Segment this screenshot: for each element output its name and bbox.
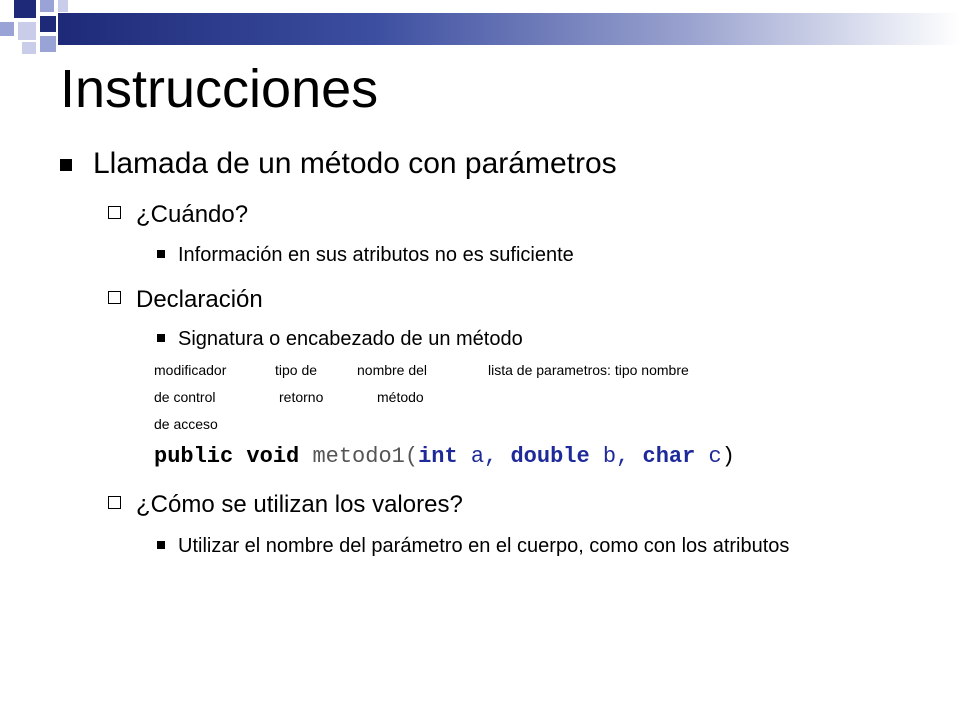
hollow-square-bullet-icon <box>108 206 121 219</box>
hollow-square-bullet-icon <box>108 496 121 509</box>
header-square-light-1 <box>58 0 68 12</box>
header-square-dark-1 <box>14 0 36 18</box>
hollow-square-bullet-icon <box>108 291 121 304</box>
label-tipo: tipo de <box>275 362 318 378</box>
small-square-bullet-icon <box>157 541 165 549</box>
header-square-dark-2 <box>40 16 56 32</box>
code-param-b: b, <box>589 444 630 469</box>
uso-item-text: Utilizar el nombre del parámetro en el cuerpo, como con los atributos <box>178 535 790 557</box>
subheading-declaracion-text: Declaración <box>136 286 263 313</box>
declaracion-item-text: Signatura o encabezado de un método <box>178 328 523 350</box>
header-square-mid-1 <box>40 0 54 12</box>
subheading-uso-text: ¿Cómo se utilizan los valores? <box>136 491 463 518</box>
code-public: public <box>154 444 234 469</box>
code-char: char <box>642 444 696 469</box>
header-gradient-bar <box>58 13 960 45</box>
square-bullet-icon <box>60 159 72 171</box>
main-bullet-text: Llamada de un método con parámetros <box>93 147 617 180</box>
code-close-paren: ) <box>721 444 735 469</box>
label-nombre: nombre del <box>357 362 428 378</box>
code-int: int <box>418 444 458 469</box>
header-square-mid-2 <box>0 22 14 36</box>
code-method-name: metodo1( <box>312 444 419 469</box>
label-nombre-2: método <box>377 389 424 405</box>
code-param-a: a, <box>457 444 498 469</box>
header-square-mid-3 <box>40 36 56 52</box>
header-square-light-2 <box>18 22 36 40</box>
small-square-bullet-icon <box>157 250 165 258</box>
cuando-item-text: Información en sus atributos no es suficiente <box>178 244 574 266</box>
slide-title: Instrucciones <box>60 59 379 119</box>
label-modificador: modificador <box>154 362 227 378</box>
label-lista: lista de parametros: tipo nombre <box>488 362 689 378</box>
code-void: void <box>246 444 300 469</box>
label-modificador-3: de acceso <box>154 416 218 432</box>
method-signature-code <box>154 444 735 469</box>
header-square-light-3 <box>22 42 36 54</box>
small-square-bullet-icon <box>157 334 165 342</box>
code-param-c: c <box>695 444 722 469</box>
label-modificador-2: de control <box>154 389 216 405</box>
label-tipo-2: retorno <box>279 389 324 405</box>
code-double: double <box>510 444 590 469</box>
subheading-cuando-text: ¿Cuándo? <box>136 201 249 228</box>
